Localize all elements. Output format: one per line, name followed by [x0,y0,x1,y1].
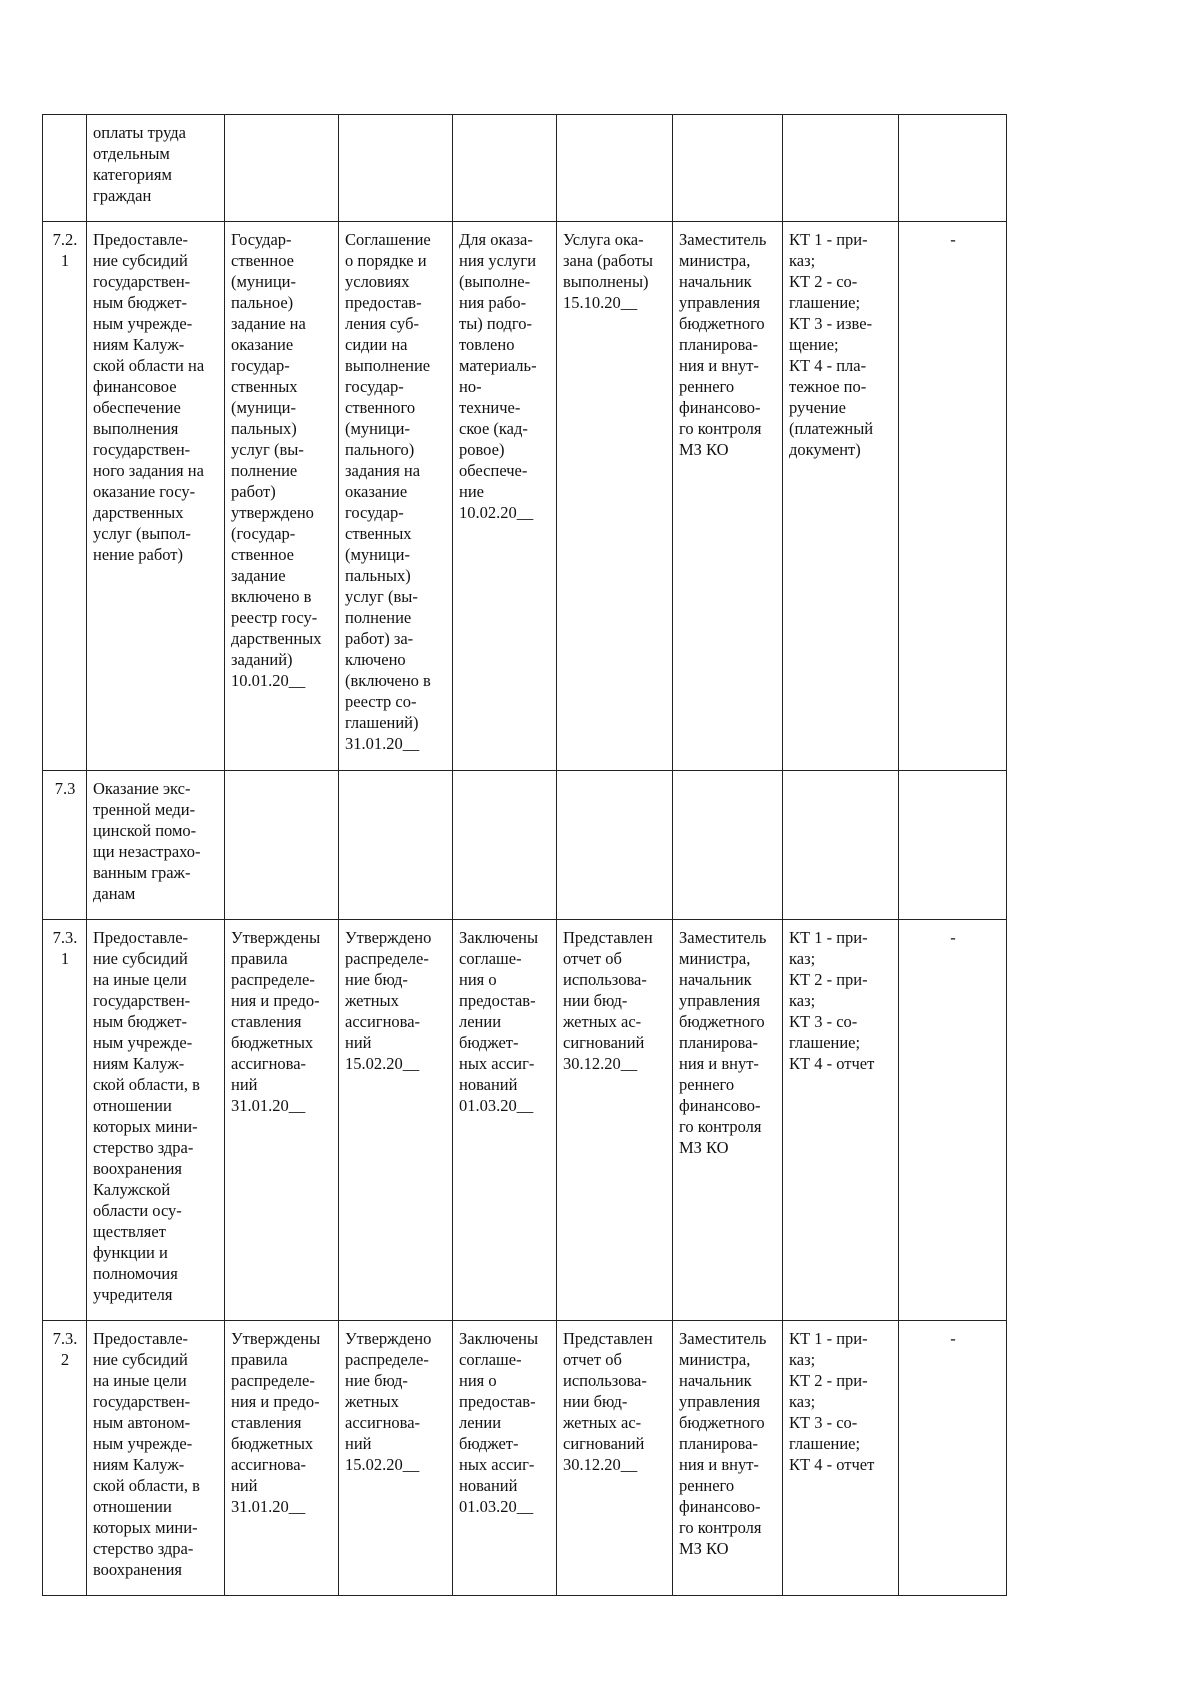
control-point-1: Государ- ственное (муници- пальное) задание на оказание государ- ственных (муници- пальных) услуг (вы- полнение работ) утверждено (государ- ственное задание включено в реестр госу- дарственных заданий) 10.01.20__ [225,222,339,771]
responsible-executor [673,115,783,222]
table-row [43,115,1007,222]
row-number [43,115,87,222]
control-point-1 [225,771,339,920]
control-point-4 [557,771,673,920]
control-point-2 [339,115,453,222]
notes: - [899,1321,1007,1596]
control-point-2: Утверждено распределе- ние бюд- жетных ассигнова- ний 15.02.20__ [339,920,453,1321]
row-number: 7.3 [43,771,87,920]
responsible-executor: Заместитель министра, начальник управления бюджетного планирова- ния и внут- реннего финансово- го контроля МЗ КО [673,1321,783,1596]
table-row [43,771,1007,920]
control-point-3: Заключены соглаше- ния о предостав- лении бюджет- ных ассиг- нований 01.03.20__ [453,1321,557,1596]
event-name: Предоставле- ние субсидий на иные цели государствен- ным бюджет- ным учрежде- ниям Калуж- ской области, в отношении которых мини- стерство здра- воохранения Калужской области осу- ществляет функции и полномочия учредителя [87,920,225,1321]
control-point-2 [339,771,453,920]
control-point-3 [453,115,557,222]
responsible-executor: Заместитель министра, начальник управления бюджетного планирова- ния и внут- реннего финансово- го контроля МЗ КО [673,222,783,771]
control-point-4: Представлен отчет об использова- нии бюд- жетных ас- сигнований 30.12.20__ [557,920,673,1321]
row-number: 7.3. 2 [43,1321,87,1596]
control-point-2: Утверждено распределе- ние бюд- жетных ассигнова- ний 15.02.20__ [339,1321,453,1596]
row-number: 7.2. 1 [43,222,87,771]
control-point-4: Представлен отчет об использова- нии бюд- жетных ас- сигнований 30.12.20__ [557,1321,673,1596]
event-name: Предоставле- ние субсидий на иные цели государствен- ным автоном- ным учрежде- ниям Калуж- ской области, в отношении которых мини- стерство здра- воохранения [87,1321,225,1596]
table-row [43,920,1007,1321]
confirming-documents [783,115,899,222]
control-point-3: Для оказа- ния услуги (выполне- ния рабо- ты) подго- товлено материаль- но- техниче- ское (кад- ровое) обеспече- ние 10.02.20__ [453,222,557,771]
event-name: Предоставле- ние субсидий государствен- ным бюджет- ным учрежде- ниям Калуж- ской области на финансовое обеспечение выполнения государствен- ного задания на оказание госу- дарственных услуг (выпол- нение работ) [87,222,225,771]
confirming-documents: КТ 1 - при- каз; КТ 2 - при- каз; КТ 3 - со- глашение; КТ 4 - отчет [783,1321,899,1596]
control-points-table [42,114,1007,1596]
row-number: 7.3. 1 [43,920,87,1321]
control-point-1: Утверждены правила распределе- ния и предо- ставления бюджетных ассигнова- ний 31.01.20__ [225,920,339,1321]
control-point-2: Соглашение о порядке и условиях предостав- ления суб- сидии на выполнение государ- ственного (муници- пального) задания на оказание государ- ственных (муници- пальных) услуг (вы- полнение работ) за- ключено (включено в реестр со- глашений) 31.01.20__ [339,222,453,771]
control-point-1: Утверждены правила распределе- ния и предо- ставления бюджетных ассигнова- ний 31.01.20__ [225,1321,339,1596]
event-name: оплаты труда отдельным категориям граждан [87,115,225,222]
control-point-3 [453,771,557,920]
confirming-documents [783,771,899,920]
table-row [43,222,1007,771]
confirming-documents: КТ 1 - при- каз; КТ 2 - со- глашение; КТ 3 - изве- щение; КТ 4 - пла- тежное по- ручение (платежный документ) [783,222,899,771]
control-point-4 [557,115,673,222]
table-row [43,1321,1007,1596]
control-point-1 [225,115,339,222]
notes [899,771,1007,920]
responsible-executor [673,771,783,920]
control-point-3: Заключены соглаше- ния о предостав- лении бюджет- ных ассиг- нований 01.03.20__ [453,920,557,1321]
control-point-4: Услуга ока- зана (работы выполнены) 15.10.20__ [557,222,673,771]
notes: - [899,920,1007,1321]
event-name: Оказание экс- тренной меди- цинской помо- щи незастрахо- ванным граж- данам [87,771,225,920]
notes [899,115,1007,222]
responsible-executor: Заместитель министра, начальник управления бюджетного планирова- ния и внут- реннего финансово- го контроля МЗ КО [673,920,783,1321]
confirming-documents: КТ 1 - при- каз; КТ 2 - при- каз; КТ 3 - со- глашение; КТ 4 - отчет [783,920,899,1321]
notes: - [899,222,1007,771]
